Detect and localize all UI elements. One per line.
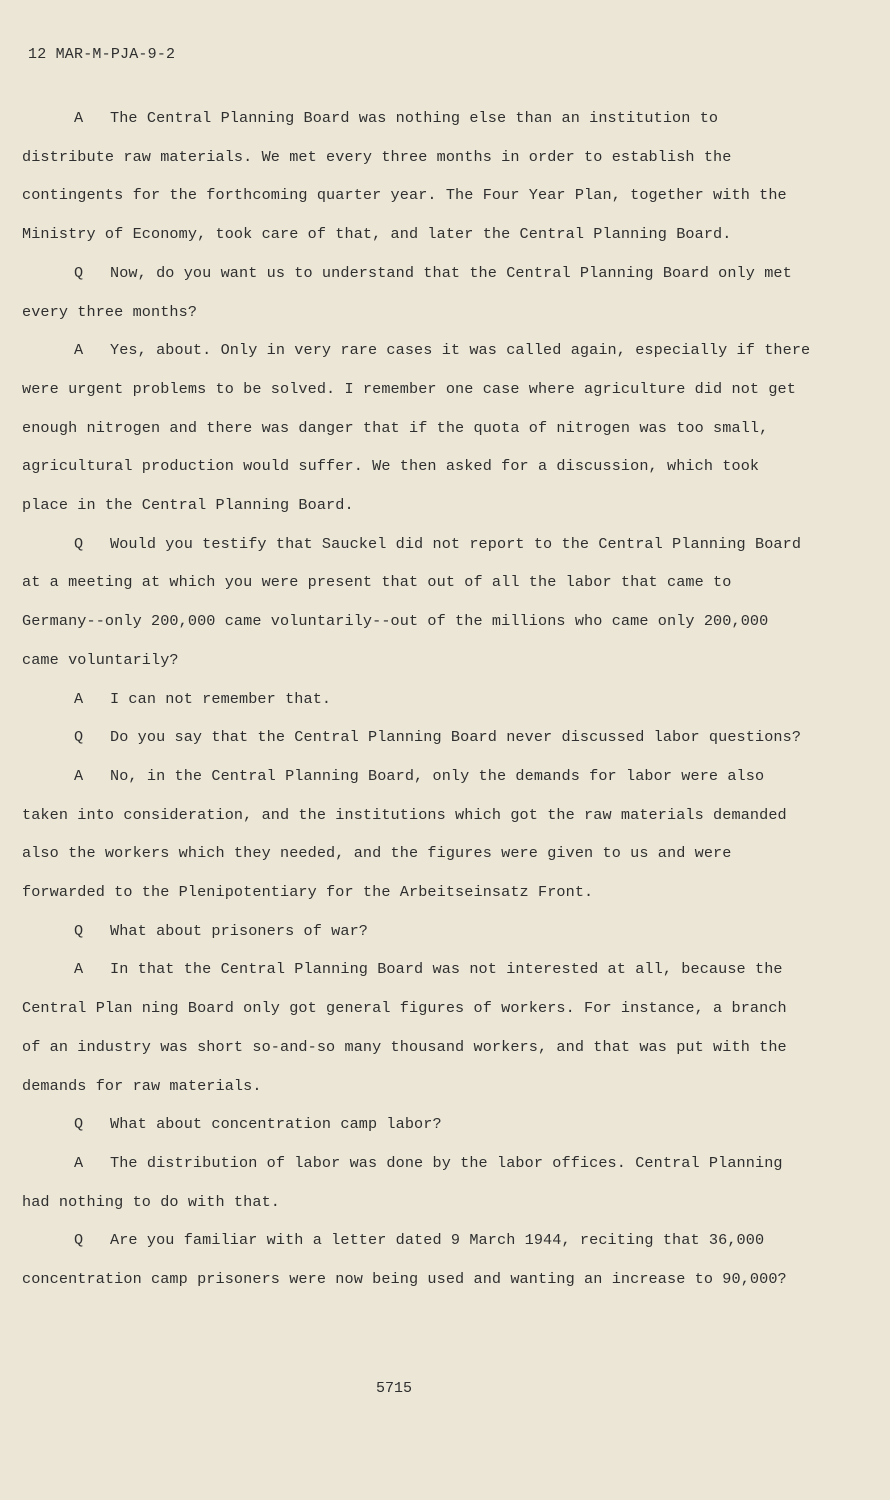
exchange-paragraph [22, 1144, 812, 1221]
exchange-text: Are you familiar with a letter dated 9 March 1944, reciting that 36,000 concentration camp prisoners were now being used and wanting an increase to 90,000? [22, 1231, 787, 1289]
exchange-text: The Central Planning Board was nothing else than an institution to distribute raw materials. We met every three months in order to establish the contingents for the forthcoming quarter year. The Four Year Plan, together with the Ministry of Economy, took care of that, and later the Central Planning Board. [22, 109, 787, 244]
exchange-text: What about concentration camp labor? [110, 1115, 442, 1134]
exchange-text: No, in the Central Planning Board, only the demands for labor were also taken into consideration, and the institutions which got the raw materials demanded also the workers which they needed, and the figures were given to us and were forwarded to the Plenipotentiary for the Arbeitseinsatz Front. [22, 766, 787, 902]
exchange-text: Yes, about. Only in very rare cases it was called again, especially if there were urgent problems to be solved. I remember one case where agriculture did not get enough nitrogen and there was danger that if the quota of nitrogen was too small, agricultural production would suffer. We then asked for a discussion, which took place in the Central Planning Board. [22, 341, 811, 515]
exchange-paragraph [22, 1105, 812, 1144]
exchange-paragraph [22, 718, 812, 757]
transcript-body [22, 99, 812, 1299]
speaker-label: A [74, 960, 84, 979]
exchange-paragraph [22, 525, 812, 680]
exchange-text: I can not remember that. [110, 689, 332, 708]
exchange-text: What about prisoners of war? [110, 921, 368, 940]
exchange-paragraph [22, 99, 812, 254]
document-reference: 12 MAR-M-PJA-9-2 [28, 46, 176, 63]
exchange-paragraph [22, 1221, 812, 1298]
exchange-paragraph [22, 680, 812, 719]
exchange-paragraph [22, 331, 812, 525]
speaker-label: A [74, 341, 84, 360]
exchange-paragraph [22, 254, 812, 331]
speaker-label: A [74, 689, 84, 708]
exchange-paragraph [22, 757, 812, 912]
exchange-text: Do you say that the Central Planning Board never discussed labor questions? [110, 728, 802, 747]
speaker-label: A [74, 766, 84, 785]
speaker-label: Q [74, 921, 84, 940]
speaker-label: Q [74, 1115, 84, 1134]
speaker-label: Q [74, 728, 84, 747]
speaker-label: Q [74, 534, 84, 553]
exchange-paragraph [22, 912, 812, 951]
exchange-text: The distribution of labor was done by the labor offices. Central Planning had nothing to do with that. [22, 1153, 783, 1211]
exchange-text: In that the Central Planning Board was not interested at all, because the Central Plan ning Board only got general figures of workers. For instance, a branch of an industry was short so-and-so many thousand workers, and that was put with the demands for raw materials. [22, 960, 787, 1095]
speaker-label: Q [74, 263, 84, 282]
speaker-label: A [74, 109, 84, 127]
exchange-paragraph [22, 950, 812, 1105]
speaker-label: Q [74, 1231, 84, 1250]
speaker-label: A [74, 1153, 84, 1172]
exchange-text: Now, do you want us to understand that the Central Planning Board only met every three months? [22, 263, 792, 321]
exchange-text: Would you testify that Sauckel did not report to the Central Planning Board at a meeting at which you were present that out of all the labor that came to Germany--only 200,000 came voluntarily--out of the millions who came only 200,000 came voluntarily? [22, 534, 802, 669]
page-number: 5715 [376, 1380, 413, 1397]
